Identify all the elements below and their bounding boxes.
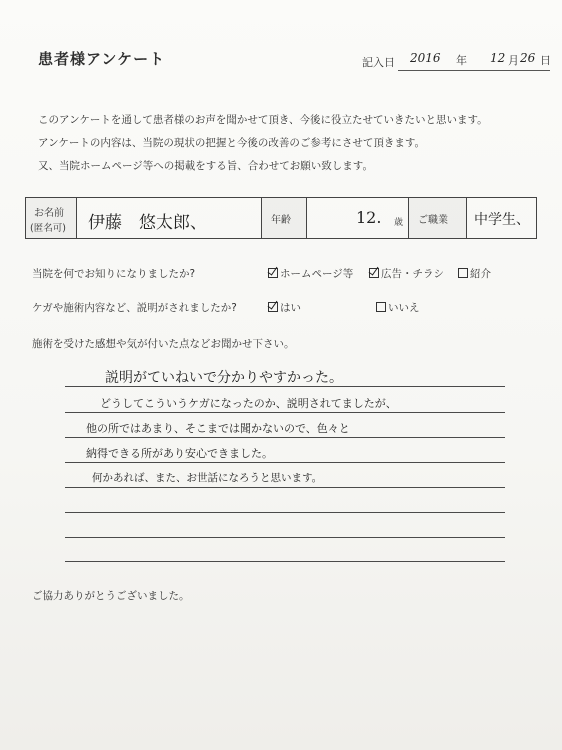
divider (466, 198, 467, 238)
patient-info-box (25, 197, 537, 239)
age-field[interactable]: 12. (356, 208, 382, 227)
option-homepage[interactable] (268, 266, 353, 281)
answer-line (65, 537, 505, 538)
date-label: 記入日 (362, 56, 395, 69)
option-label: はい (280, 302, 301, 314)
option-label: 紹介 (470, 268, 491, 280)
option-label: 広告・チラシ (381, 268, 444, 280)
comment-line-2[interactable]: どうしてこういうケガになったのか、説明されてましたが、 (100, 397, 397, 410)
checkbox-checked-icon[interactable] (268, 302, 278, 312)
occupation-label: ご職業 (418, 215, 448, 226)
question-how-found: 当院を何でお知りになりましたか? (32, 268, 196, 280)
date-underline (398, 70, 550, 71)
comment-line-4[interactable]: 納得できる所があり安心できました。 (86, 447, 273, 460)
checkbox-checked-icon[interactable] (268, 268, 278, 278)
option-no[interactable] (376, 300, 420, 315)
comment-line-3[interactable]: 他の所ではあまり、そこまでは聞かないので、色々と (86, 422, 350, 435)
date-day-unit: 日 (540, 54, 551, 67)
divider (76, 198, 77, 238)
answer-line (65, 561, 505, 562)
option-flyer[interactable] (369, 266, 444, 281)
date-month-unit: 月 (508, 54, 519, 67)
date-day: 26 (520, 51, 536, 65)
intro-line-3: 又、当院ホームページ等への掲載をする旨、合わせてお願い致します。 (38, 160, 373, 172)
answer-line (65, 437, 505, 438)
anonymous-ok-label: (匿名可) (30, 223, 66, 234)
divider (306, 198, 307, 238)
form-title: 患者様アンケート (38, 50, 166, 68)
question-impressions: 施術を受けた感想や気が付いた点などお聞かせ下さい。 (32, 338, 295, 350)
checkbox-checked-icon[interactable] (369, 268, 379, 278)
occupation-field[interactable]: 中学生、 (474, 212, 530, 228)
question-explained: ケガや施術内容など、説明がされましたか? (32, 302, 237, 314)
checkbox-icon[interactable] (458, 268, 468, 278)
option-yes[interactable] (268, 300, 301, 315)
comment-line-1[interactable]: 説明がていねいで分かりやすかった。 (105, 370, 343, 386)
date-year-unit: 年 (456, 54, 467, 67)
comment-line-5[interactable]: 何かあれば、また、お世話になろうと思います。 (92, 472, 323, 484)
date-month: 12 (490, 51, 506, 65)
thanks-message: ご協力ありがとうございました。 (32, 590, 190, 602)
age-label: 年齢 (271, 215, 291, 226)
answer-line (65, 462, 505, 463)
age-unit: 歳 (394, 218, 404, 228)
date-year: 2016 (410, 51, 441, 65)
name-field[interactable]: 伊藤 悠太郎、 (88, 213, 207, 233)
intro-line-2: アンケートの内容は、当院の現状の把握と今後の改善のご参考にさせて頂きます。 (38, 137, 426, 149)
name-label: お名前 (34, 208, 64, 219)
answer-line (65, 412, 505, 413)
intro-line-1: このアンケートを通して患者様のお声を聞かせて頂き、今後に役立たせていきたいと思います。 (38, 114, 488, 126)
option-label: ホームページ等 (280, 268, 354, 280)
answer-line (65, 487, 505, 488)
answer-line (65, 512, 505, 513)
option-label: いいえ (388, 302, 420, 314)
option-referral[interactable] (458, 266, 491, 281)
checkbox-icon[interactable] (376, 302, 386, 312)
